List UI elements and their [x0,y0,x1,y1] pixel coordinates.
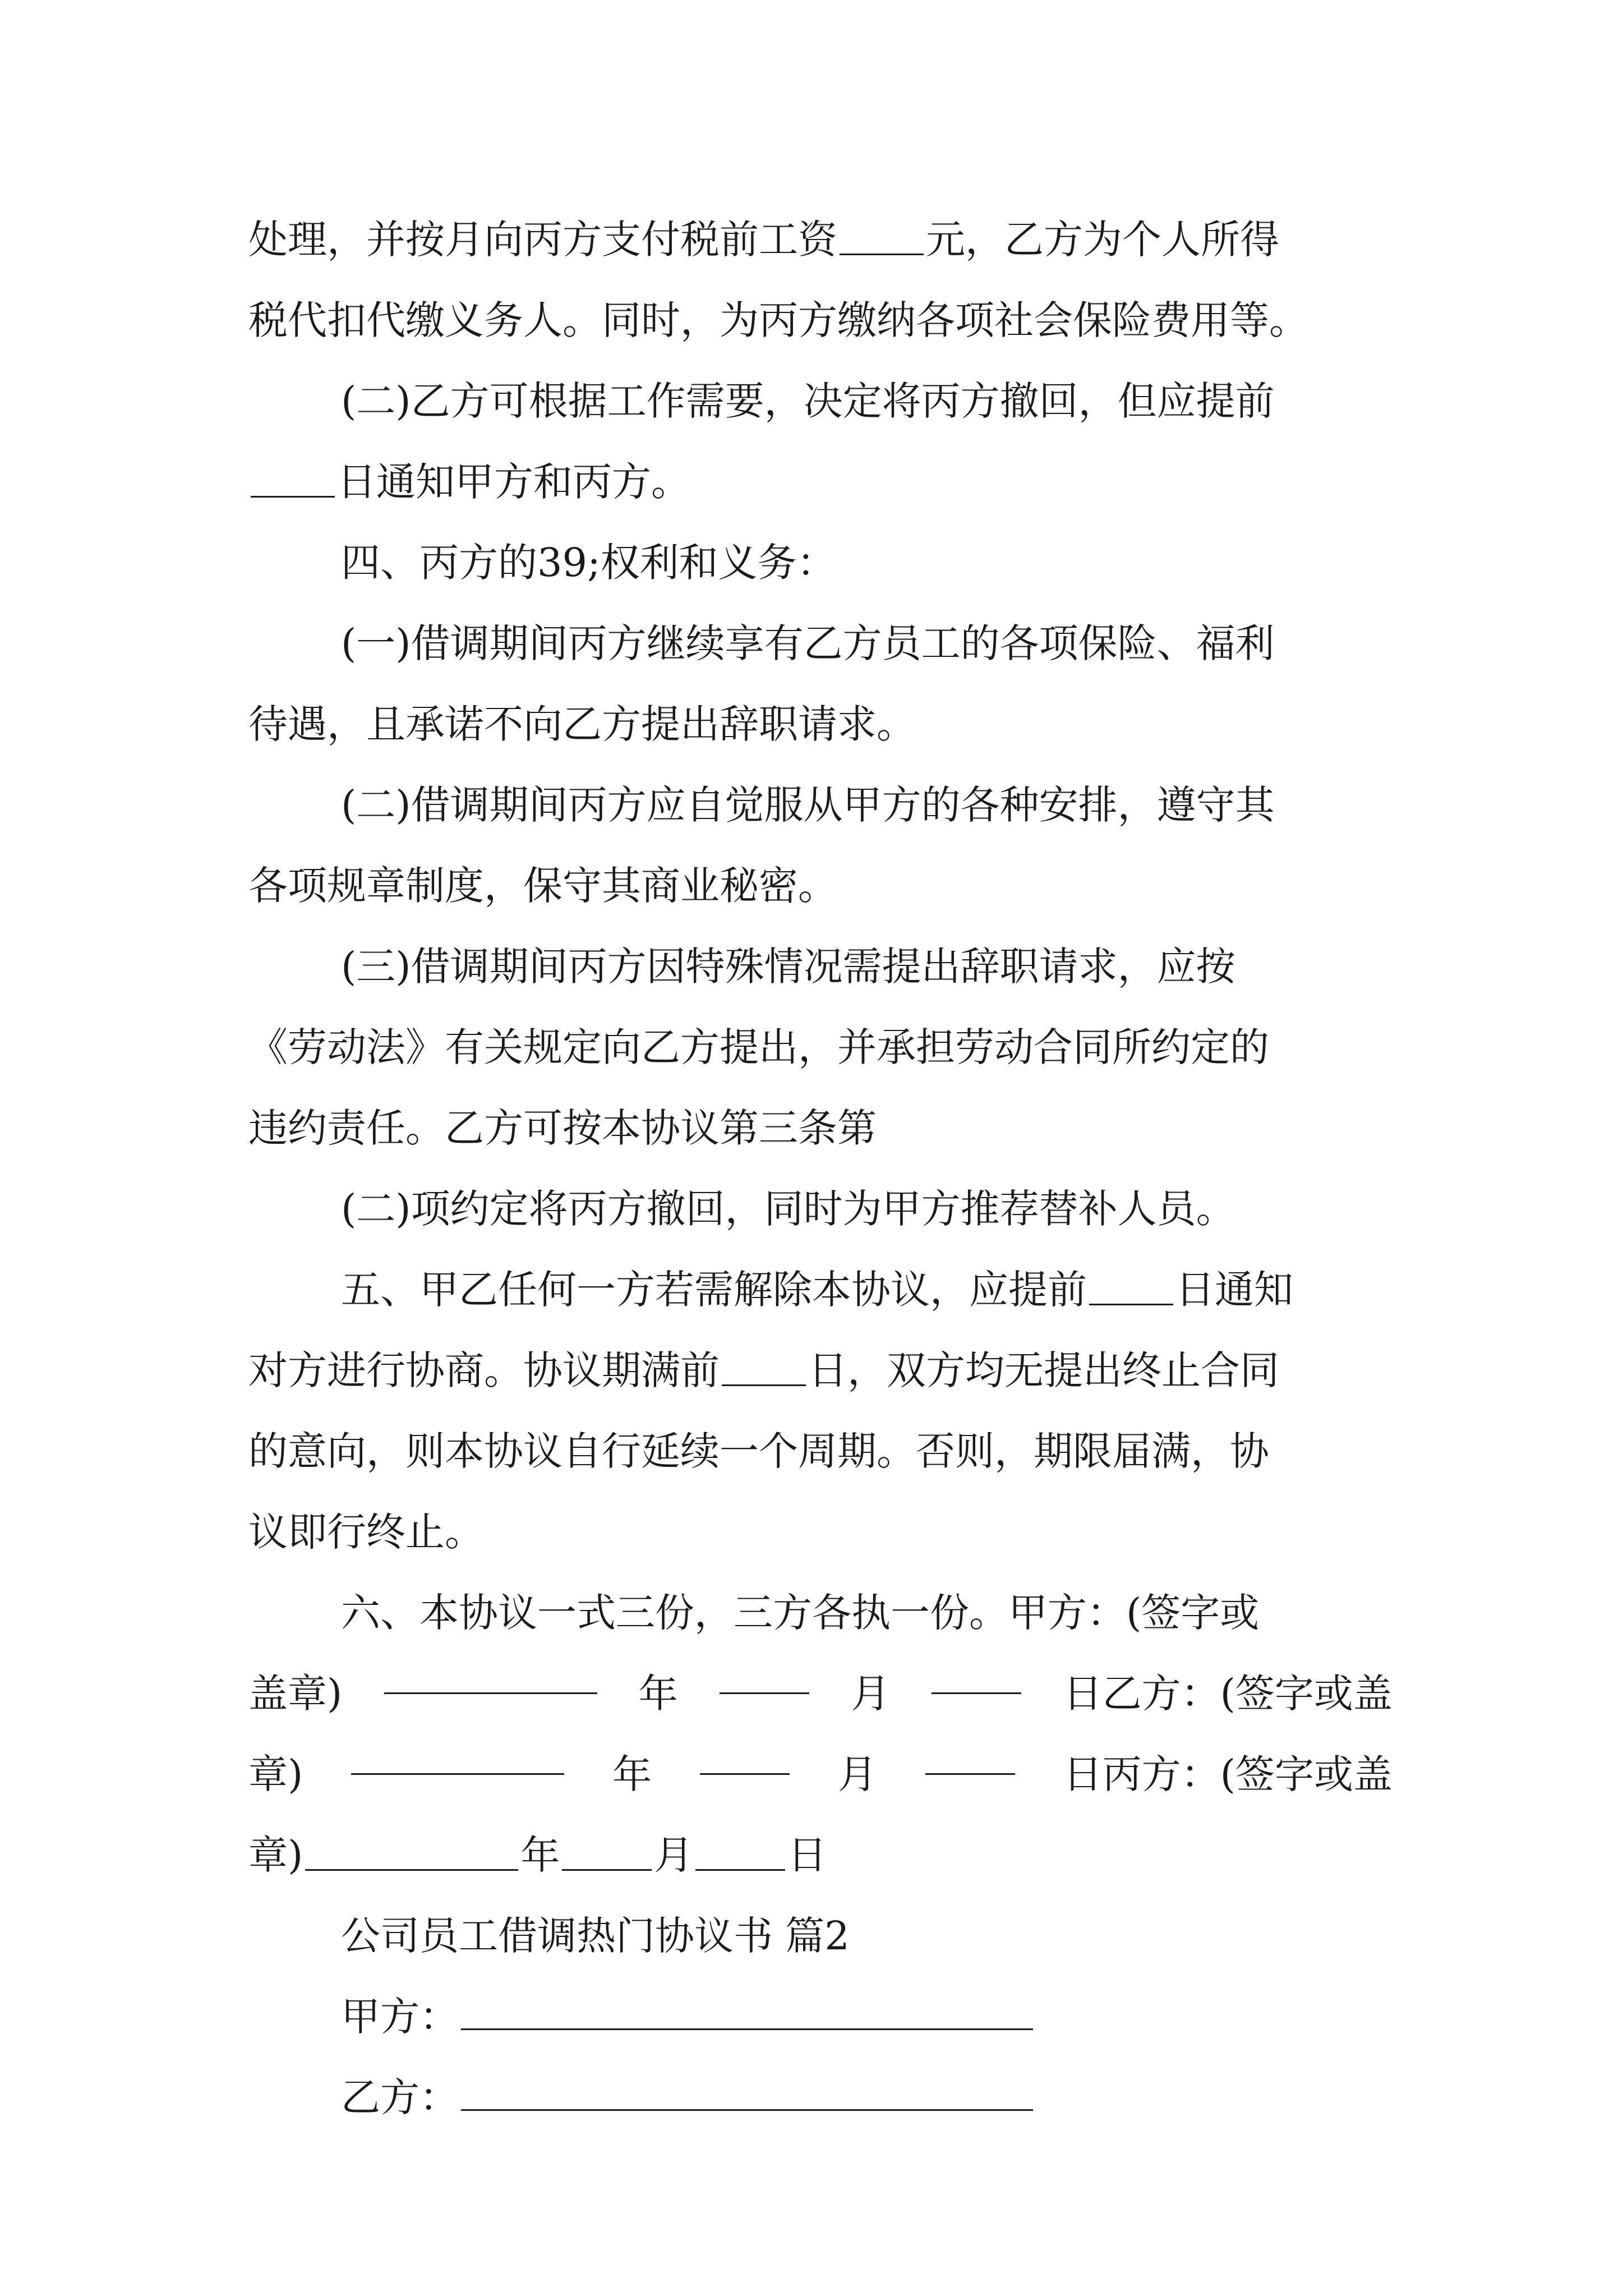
party-b-blank [461,2070,1033,2111]
text-fragment: 日乙方：(签字或盖 [1063,1671,1393,1717]
text-fragment: 年 [612,1751,652,1797]
blank-field [720,1653,809,1694]
text-fragment: 日通知 [1175,1267,1293,1313]
blank-field [840,214,924,255]
section-title: 公司员工借调热门协议书 篇2 [341,1913,850,1959]
text-fragment: 日丙方：(签字或盖 [1063,1751,1393,1797]
signature-row [248,1734,1393,1815]
paragraph-line [248,441,1393,522]
text-fragment: 日，双方均无提出终止合同 [808,1347,1279,1393]
text-fragment: 盖章) [248,1671,343,1717]
paragraph-line: 的意向，则本协议自行延续一个周期。否则，期限届满，协 [248,1428,1269,1474]
blank-field [305,1830,518,1871]
text-fragment: 年 [638,1671,678,1717]
text-fragment: 日 [787,1832,827,1878]
section-heading: 四、丙方的39;权利和义务： [341,540,836,586]
paragraph-line: (二)项约定将丙方撤回，同时为甲方推荐替补人员。 [341,1186,1235,1232]
paragraph-line: (二)乙方可根据工作需要，决定将丙方撤回，但应提前 [341,378,1275,424]
paragraph-line: 税代扣代缴义务人。同时，为丙方缴纳各项社会保险费用等。 [248,297,1308,343]
text-fragment: 月 [837,1751,877,1797]
party-a-blank [461,1989,1033,2030]
blank-field [932,1653,1021,1694]
paragraph-line: (二)借调期间丙方应自觉服从甲方的各种安排，遵守其 [341,782,1275,828]
party-a-label: 甲方： [341,1994,459,2040]
blank-field [925,1734,1015,1775]
paragraph-line: 议即行终止。 [248,1509,484,1555]
paragraph-line: 待遇，且承诺不向乙方提出辞职请求。 [248,701,916,747]
blank-field [351,1734,564,1775]
blank-field [700,1734,790,1775]
blank-field [1089,1264,1173,1305]
paragraph-line: (一)借调期间丙方继续享有乙方员工的各项保险、福利 [341,620,1275,666]
text-fragment: 日通知甲方和丙方。 [337,459,690,505]
text-fragment: 五、甲乙任何一方若需解除本协议，应提前 [341,1267,1087,1313]
party-b-label: 乙方： [341,2074,459,2120]
party-a-line [248,1976,1393,2057]
paragraph-line: 违约责任。乙方可按本协议第三条第 [248,1105,877,1151]
document-body [248,199,1393,2138]
text-fragment: 元，乙方为个人所得 [926,217,1279,263]
party-b-line [248,2057,1393,2138]
blank-field [251,457,335,498]
paragraph-line [248,1249,1393,1330]
paragraph-line: 《劳动法》有关规定向乙方提出，并承担劳动合同所约定的 [248,1024,1269,1070]
paragraph-line [248,1330,1393,1411]
text-fragment: 对方进行协商。协议期满前 [248,1347,720,1393]
signature-row [248,1815,1393,1895]
paragraph-line [248,199,1393,280]
text-fragment: 月 [851,1671,891,1717]
paragraph-line: (三)借调期间丙方因特殊情况需提出辞职请求，应按 [341,944,1235,990]
text-fragment: 章) [248,1751,303,1797]
blank-field [562,1830,652,1871]
text-fragment: 处理，并按月向丙方支付税前工资 [248,217,837,263]
blank-field [722,1345,806,1386]
text-fragment: 年 [520,1832,560,1878]
paragraph-line: 各项规章制度，保守其商业秘密。 [248,863,837,909]
text-fragment: 月 [654,1832,694,1878]
blank-field [695,1830,785,1871]
blank-field [384,1653,597,1694]
signature-row [248,1653,1393,1734]
paragraph-line: 六、本协议一式三份，三方各执一份。甲方：(签字或 [341,1590,1260,1636]
text-fragment: 章) [248,1832,303,1878]
